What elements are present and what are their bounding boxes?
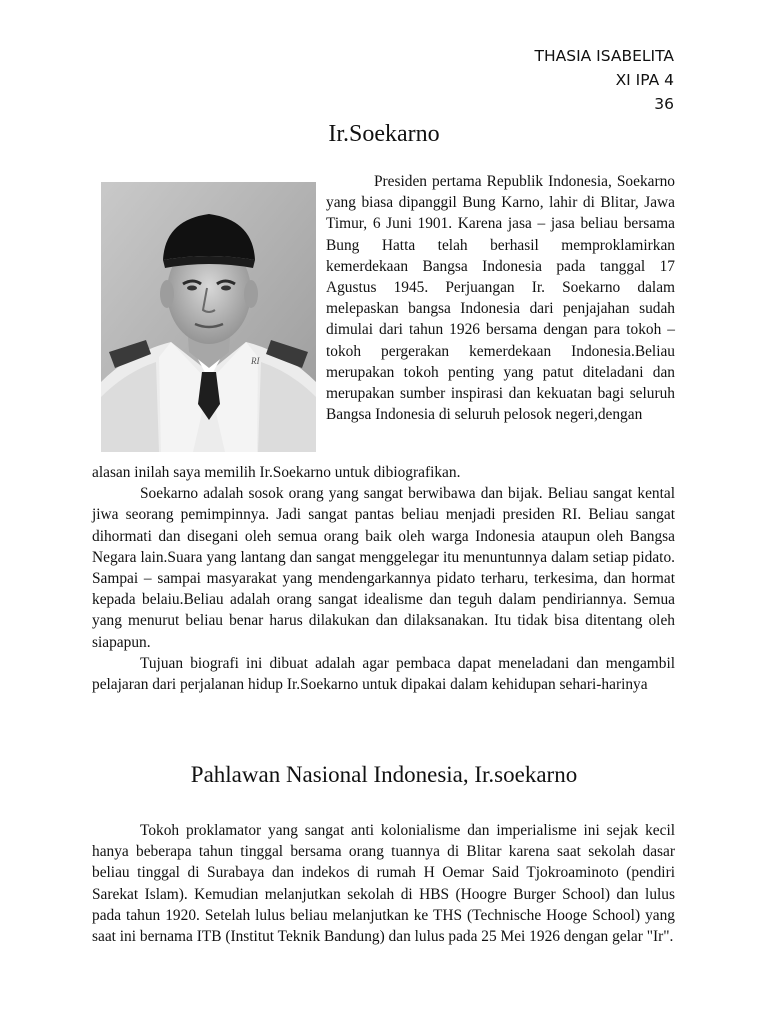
paragraph-education: Tokoh proklamator yang sangat anti kolonialisme dan imperialisme ini sejak kecil hanya beberapa tahun tinggal bersama orang tuannya di Blitar karena saat sekolah dasar beliau tinggal di Surabaya dan indekos di rumah H Oemar Said Tjokroaminoto (pendiri Sarekat Islam). Kemudian melanjutkan sekolah di HBS (Hoogre Burger School) dan lulus pada tahun 1920. Setelah lulus beliau melanjutkan ke THS (Technische Hooge School) yang saat ini bernama ITB (Institut Teknik Bandung) dan lulus pada 25 Mei 1926 dengan gelar "Ir". (92, 822, 675, 946)
section-heading: Pahlawan Nasional Indonesia, Ir.soekarno (190, 762, 578, 787)
body-paragraphs (92, 462, 675, 695)
author-number: 36 (654, 95, 674, 113)
author-header (535, 44, 674, 116)
author-name: THASIA ISABELITA (534, 47, 674, 65)
ri-badge-text: RI (251, 356, 260, 366)
intro-side-text (326, 171, 675, 425)
paragraph-character: Soekarno adalah sosok orang yang sangat berwibawa dan bijak. Beliau sangat kental jiwa seorang pemimpinnya. Jadi sangat pantas beliau menjadi presiden RI. Beliau sangat dihormati dan disegani oleh semua orang baik oleh warga Indonesia ataupun oleh Bangsa Negara lain.Suara yang lantang dan sangat menggelegar itu menuntunnya dalam setiap pidato. Sampai – sampai masyarakat yang mendengarkannya pidato terharu, terkesima, dan hormat kepada belaiu.Beliau adalah orang sangat idealisme dan teguh dalam pendiriannya. Semua yang menurut beliau benar harus dilakukan dan dilaksanakan. Itu tidak bisa ditentang oleh siapapun. (92, 485, 675, 651)
author-class: XI IPA 4 (615, 71, 674, 89)
portrait-photo (101, 182, 316, 452)
intro-continuation: alasan inilah saya memilih Ir.Soekarno untuk dibiografikan. (92, 464, 461, 481)
paragraph-purpose: Tujuan biografi ini dibuat adalah agar pembaca dapat meneladani dan mengambil pelajaran dari perjalanan hidup Ir.Soekarno untuk dipakai dalam kehidupan sehari-harinya (92, 654, 675, 694)
document-title: Ir.Soekarno (328, 121, 440, 147)
intro-paragraph: Presiden pertama Republik Indonesia, Soekarno yang biasa dipanggil Bung Karno, lahir di Blitar, Jawa Timur, 6 Juni 1901. Karena jasa – jasa beliau bersama Bung Hatta telah berhasil memproklamirkan kemerdekaan Bangsa Indonesia pada tanggal 17 Agustus 1945. Perjuangan Ir. Soekarno dalam melepaskan bangsa Indonesia dari penjajahan sudah dimulai dari tahun 1926 bersama dengan para tokoh – tokoh pergerakan kemerdekaan Indonesia.Beliau merupakan tokoh penting yang patut diteladani dan merupakan sumber inspirasi dan kekuatan bagi seluruh Bangsa Indonesia di seluruh pelosok negeri,dengan (326, 173, 675, 424)
section-body (92, 820, 675, 947)
